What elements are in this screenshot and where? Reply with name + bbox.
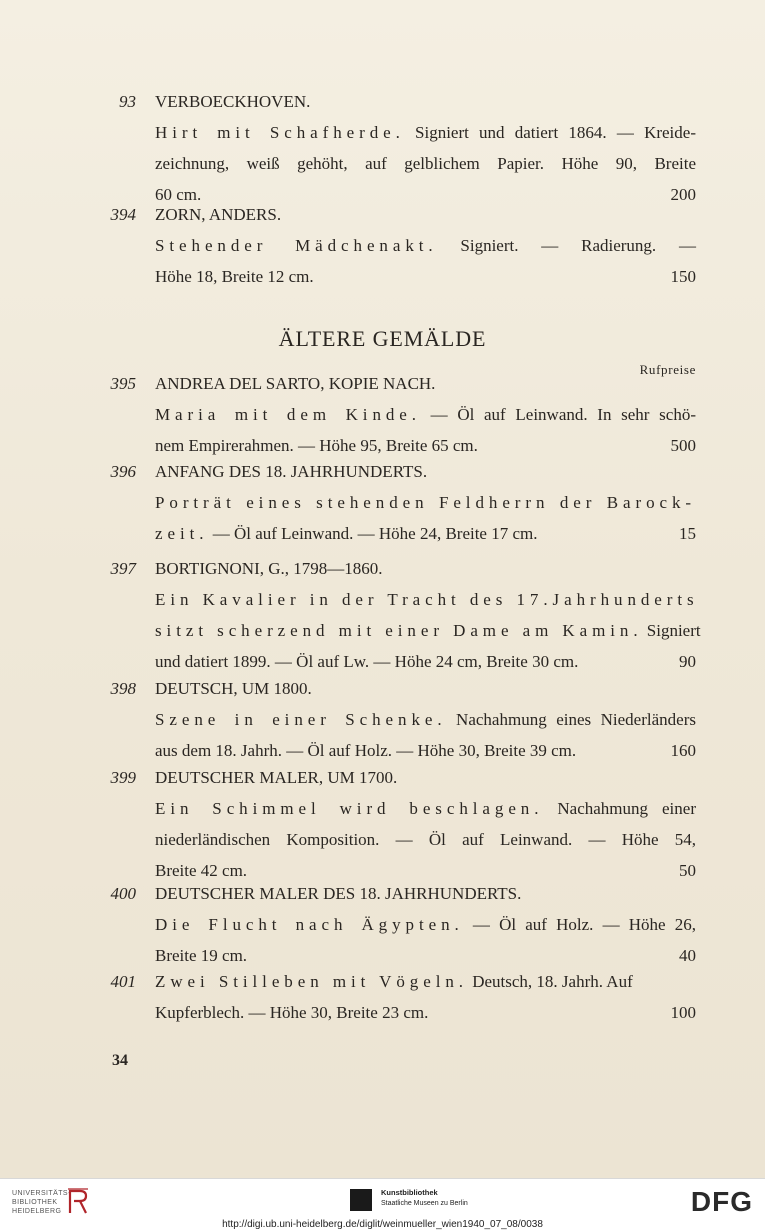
artwork-title: Die Flucht nach Ägypten. bbox=[155, 915, 464, 934]
lot-number: 399 bbox=[110, 768, 136, 787]
line-text: BORTIGNONI, G., 1798—1860. bbox=[155, 559, 383, 578]
uni-line-2: BIBLIOTHEK bbox=[12, 1199, 58, 1206]
artwork-title: Szene in einer Schenke. bbox=[155, 710, 447, 729]
line-text: niederländischen Komposition. — Öl auf Leinwand. — Höhe 54, bbox=[155, 830, 696, 849]
reserve-price: 40 bbox=[679, 946, 696, 965]
entry-description bbox=[155, 368, 696, 461]
digitization-footer bbox=[0, 1178, 765, 1232]
artwork-title: Hirt mit Schafherde. bbox=[155, 123, 405, 142]
entry-description bbox=[155, 673, 696, 766]
description-line bbox=[155, 487, 696, 518]
line-text: Nachahmung eines Niederländers bbox=[446, 710, 696, 729]
artwork-title: sitzt scherzend mit einer Dame am Kamin. bbox=[155, 621, 643, 640]
artist-line bbox=[155, 878, 696, 909]
artist-line bbox=[155, 199, 696, 230]
line-text: Deutsch, 18. Jahrh. Auf bbox=[467, 972, 633, 991]
university-library-label bbox=[12, 1189, 71, 1216]
reserve-price: 500 bbox=[670, 436, 696, 455]
description-line bbox=[155, 148, 696, 179]
lot-number: 395 bbox=[110, 374, 136, 393]
artwork-title: Porträt eines stehenden Feldherrn der Barock- bbox=[155, 493, 696, 512]
line-text: VERBOECKHOVEN. bbox=[155, 92, 311, 111]
line-text: ANFANG DES 18. JAHRHUNDERTS. bbox=[155, 462, 428, 481]
artwork-title: Zwei Stilleben mit Vögeln. bbox=[155, 972, 468, 991]
reserve-price: 15 bbox=[679, 524, 696, 543]
reserve-price: 200 bbox=[670, 185, 696, 204]
kb-title: Kunstbibliothek bbox=[381, 1188, 438, 1197]
line-text: und datiert 1899. — Öl auf Lw. — Höhe 24 cm, Breite 30 cm. bbox=[155, 652, 579, 671]
description-line bbox=[155, 117, 696, 148]
kb-subtitle: Staatliche Museen zu Berlin bbox=[381, 1200, 468, 1207]
artist-line bbox=[155, 762, 696, 793]
reserve-price: 150 bbox=[670, 267, 696, 286]
line-text: Höhe 18, Breite 12 cm. bbox=[155, 267, 314, 286]
line-text: ANDREA DEL SARTO, KOPIE NACH. bbox=[155, 374, 436, 393]
entry-description bbox=[155, 966, 696, 1028]
description-line bbox=[155, 230, 696, 261]
entry-description bbox=[155, 456, 696, 549]
description-line bbox=[155, 615, 701, 646]
line-text: nem Empirerahmen. — Höhe 95, Breite 65 cm. bbox=[155, 436, 478, 455]
description-line bbox=[155, 518, 696, 549]
entry-description bbox=[155, 762, 696, 886]
entry-description bbox=[155, 86, 696, 210]
uni-line-1: UNIVERSITÄTS- bbox=[12, 1190, 71, 1197]
description-line bbox=[155, 824, 696, 855]
description-line bbox=[155, 909, 696, 940]
line-text: zeichnung, weiß gehöht, auf gelblichem Papier. Höhe 90, Breite bbox=[155, 154, 696, 173]
university-logo-icon bbox=[66, 1187, 90, 1215]
reserve-price: 100 bbox=[670, 1003, 696, 1022]
lot-number: 400 bbox=[110, 884, 136, 903]
line-text: — Öl auf Leinwand. — Höhe 24, Breite 17 cm. bbox=[208, 524, 538, 543]
line-text: DEUTSCH, UM 1800. bbox=[155, 679, 312, 698]
artwork-title: Ein Kavalier in der Tracht des 17.Jahrhunderts bbox=[155, 590, 699, 609]
line-text: 60 cm. bbox=[155, 185, 202, 204]
lot-number: 396 bbox=[110, 462, 136, 481]
line-text: Breite 19 cm. bbox=[155, 946, 248, 965]
line-text: aus dem 18. Jahrh. — Öl auf Holz. — Höhe 30, Breite 39 cm. bbox=[155, 741, 577, 760]
artist-line bbox=[155, 673, 696, 704]
description-line bbox=[155, 966, 696, 997]
line-text: Kupferblech. — Höhe 30, Breite 23 cm. bbox=[155, 1003, 429, 1022]
artist-line bbox=[155, 368, 696, 399]
section-heading: ÄLTERE GEMÄLDE bbox=[278, 326, 487, 351]
page-number: 34 bbox=[112, 1052, 128, 1069]
dfg-logo: DFG bbox=[690, 1186, 753, 1217]
artist-line bbox=[155, 86, 696, 117]
description-line bbox=[155, 261, 696, 292]
line-text: Signiert. — Radierung. — bbox=[437, 236, 696, 255]
artwork-title: Stehender Mädchenakt. bbox=[155, 236, 438, 255]
lot-number: 394 bbox=[110, 205, 136, 224]
lot-number: 398 bbox=[110, 679, 136, 698]
artwork-title: zeit. bbox=[155, 524, 209, 543]
line-text: Breite 42 cm. bbox=[155, 861, 248, 880]
line-text: DEUTSCHER MALER DES 18. JAHRHUNDERTS. bbox=[155, 884, 522, 903]
description-line bbox=[155, 997, 696, 1028]
artist-line bbox=[155, 456, 696, 487]
artist-line bbox=[155, 553, 696, 584]
entry-description bbox=[155, 878, 696, 971]
line-text: Signiert und datiert 1864. — Kreide- bbox=[404, 123, 696, 142]
artwork-title: Ein Schimmel wird beschlagen. bbox=[155, 799, 544, 818]
kunstbibliothek-label bbox=[381, 1188, 468, 1209]
line-text: Signiert bbox=[642, 621, 701, 640]
description-line bbox=[155, 584, 699, 615]
line-text: — Öl auf Holz. — Höhe 26, bbox=[463, 915, 696, 934]
reserve-price: 90 bbox=[679, 652, 696, 671]
lot-number: 397 bbox=[110, 559, 136, 578]
reserve-price: 160 bbox=[670, 741, 696, 760]
line-text: DEUTSCHER MALER, UM 1700. bbox=[155, 768, 398, 787]
entry-description bbox=[155, 553, 701, 677]
price-column-label: Rufpreise bbox=[639, 362, 696, 377]
description-line bbox=[155, 399, 696, 430]
line-text: — Öl auf Leinwand. In sehr schö- bbox=[420, 405, 696, 424]
reserve-price: 50 bbox=[679, 861, 696, 880]
line-text: Nachahmung einer bbox=[543, 799, 696, 818]
line-text: ZORN, ANDERS. bbox=[155, 205, 282, 224]
lot-number: 401 bbox=[110, 972, 136, 991]
description-line bbox=[155, 793, 696, 824]
uni-line-3: HEIDELBERG bbox=[12, 1208, 62, 1215]
source-url-link[interactable]: http://digi.ub.uni-heidelberg.de/diglit/weinmueller_wien1940_07_08/0038 bbox=[222, 1219, 543, 1230]
description-line bbox=[155, 704, 696, 735]
kunstbibliothek-logo-icon bbox=[350, 1189, 372, 1211]
lot-number: 93 bbox=[119, 92, 136, 111]
artwork-title: Maria mit dem Kinde. bbox=[155, 405, 421, 424]
entry-description bbox=[155, 199, 696, 292]
